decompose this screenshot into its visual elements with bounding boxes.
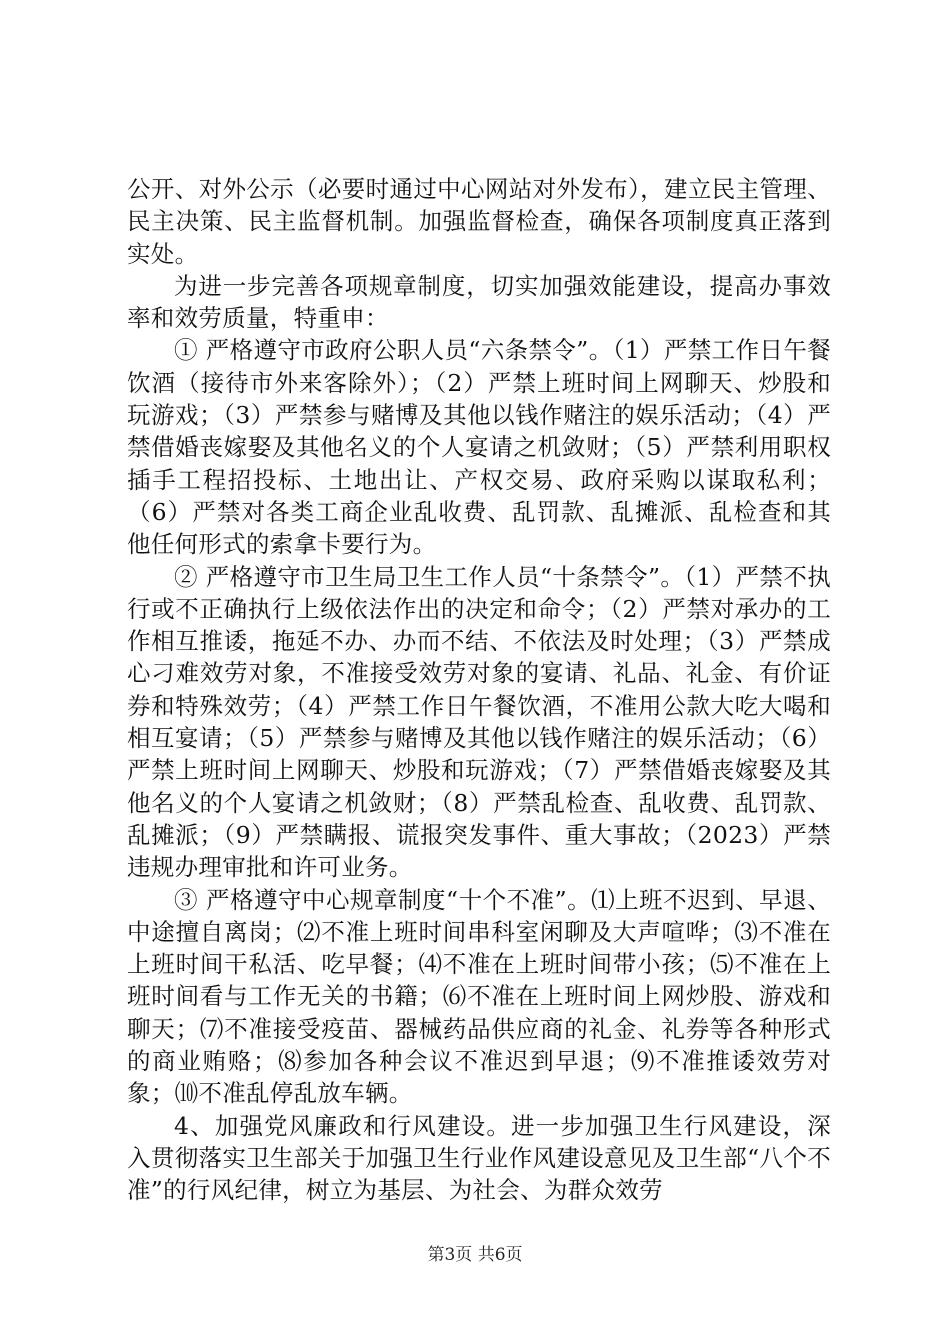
page-number: 第3页 共6页 bbox=[427, 1245, 523, 1265]
document-body bbox=[127, 173, 863, 1207]
paragraph-continuation: 公开、对外公示（必要时通过中心网站对外发布），建立民主管理、民主决策、民主监督机制。加强监督检查，确保各项制度真正落到实处。 bbox=[127, 175, 831, 268]
paragraph-party-conduct: 4、加强党风廉政和行风建设。进一步加强卫生行风建设，深入贯彻落实卫生部关于加强卫生行业作风建设意见及卫生部“八个不准”的行风纪律，树立为基层、为社会、为群众效劳 bbox=[127, 1111, 831, 1205]
paragraph-six-prohibitions: ① 严格遵守市政府公职人员“六条禁令”。（1）严禁工作日午餐饮酒（接待市外来客除外）；（2）严禁上班时间上网聊天、炒股和玩游戏；（3）严禁参与赌博及其他以钱作赌注的娱乐活动；（4）严禁借婚丧嫁娶及其他名义的个人宴请之机敛财；（5）严禁利用职权插手工程招投标、土地出让、产权交易、政府采购以谋取私利；（6）严禁对各类工商企业乱收费、乱罚款、乱摊派、乱检查和其他任何形式的索拿卡要行为。 bbox=[127, 336, 831, 559]
paragraph-intro: 为进一步完善各项规章制度，切实加强效能建设，提高办事效率和效劳质量，特重申： bbox=[127, 271, 831, 333]
paragraph-ten-rules: ③ 严格遵守中心规章制度“十个不准”。⑴上班不迟到、早退、中途擅自离岗；⑵不准上班时间串科室闲聊及大声喧哗；⑶不准在上班时间干私活、吃早餐；⑷不准在上班时间带小孩；⑸不准在上班时间看与工作无关的书籍；⑹不准在上班时间上网炒股、游戏和 聊天；⑺不准接受疫苗、器械药品供应商的礼金、礼券等各种形式的商业贿赂；⑻参加各种会议不准迟到早退；⑼不准推诿效劳对象；⑽不准乱停乱放车辆。 bbox=[127, 885, 863, 1108]
paragraph-ten-prohibitions: ② 严格遵守市卫生局卫生工作人员“十条禁令”。（1）严禁不执行或不正确执行上级依法作出的决定和命令；（2）严禁对承办的工作相互推诿，拖延不办、办而不结、不依法及时处理；（3）严禁成心刁难效劳对象，不准接受效劳对象的宴请、礼品、礼金、有价证券和特殊效劳；（4）严禁工作日午餐饮酒，不准用公款大吃大喝和相互宴请；（5）严禁参与赌博及其他以钱作赌注的娱乐活动；（6）严禁上班时间上网聊天、炒股和玩游戏；（7）严禁借婚丧嫁娶及其他名义的个人宴请之机敛财；（8）严禁乱检查、乱收费、乱罚款、乱摊派；（9）严禁瞒报、谎报突发事件、重大事故；（2023）严禁违规办理审批和许可业务。 bbox=[127, 562, 831, 882]
